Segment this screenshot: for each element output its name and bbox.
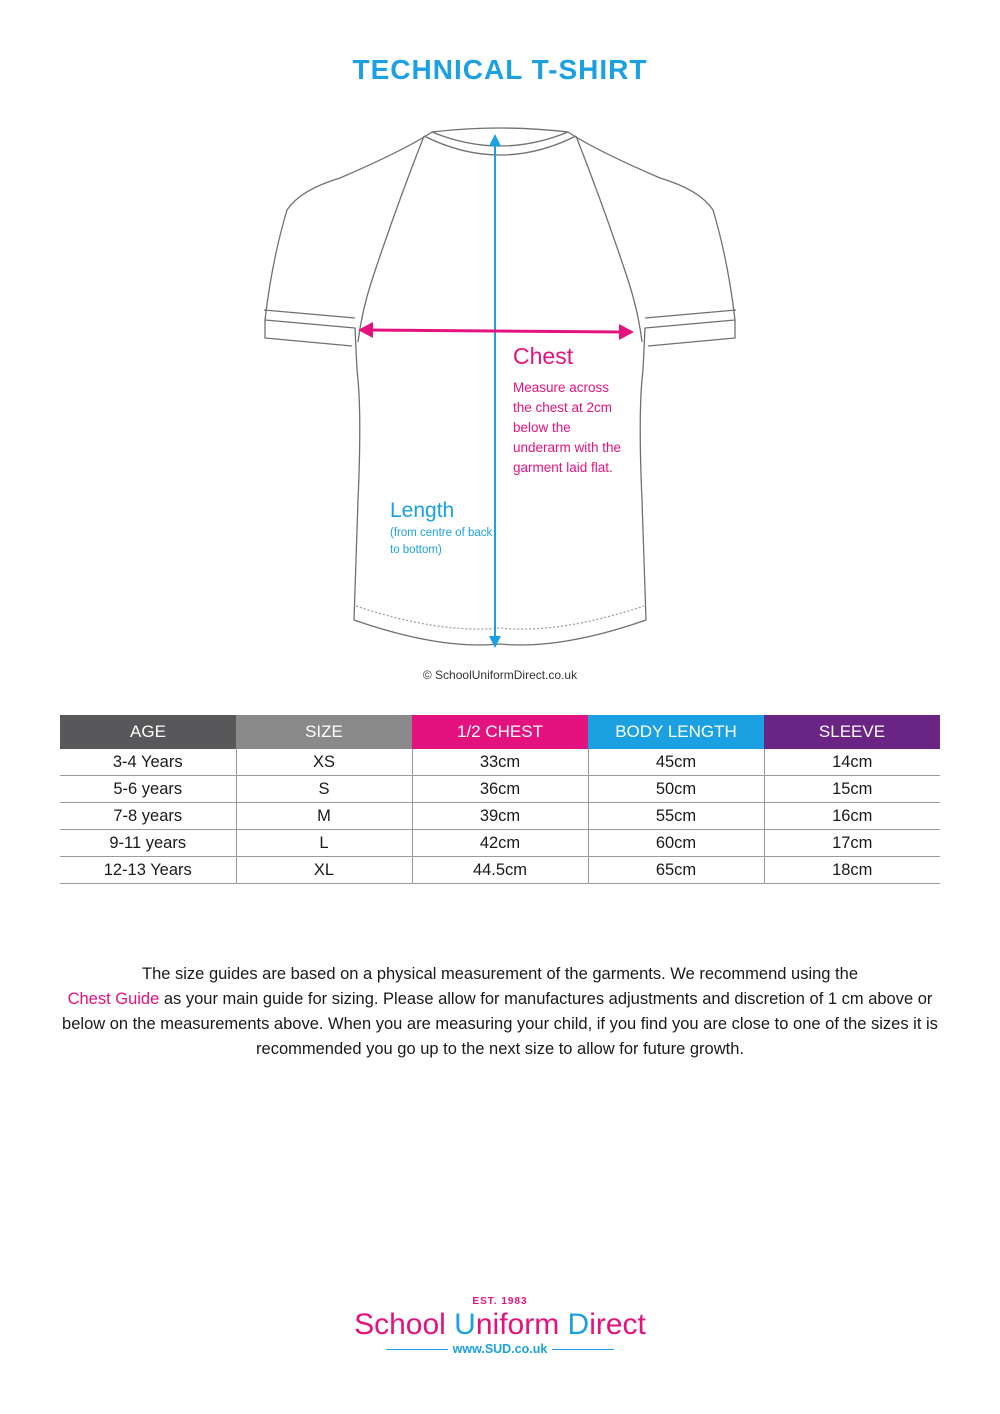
table-row <box>60 749 940 776</box>
guidance-rest: as your main guide for sizing. Please allow for manufactures adjustments and discretion of 1 cm above or below on the measurements above. When you are measuring your child, if you find you are close to one of the sizes it is recommended you go up to the next size to allow for future growth. <box>62 990 938 1058</box>
logo-word-direct: irect <box>589 1308 646 1341</box>
guidance-intro: The size guides are based on a physical measurement of the garments. We recommend using the <box>142 965 858 983</box>
cell-half-chest: 33cm <box>412 749 588 776</box>
cell-body-length: 55cm <box>588 803 764 830</box>
size-table <box>60 715 940 884</box>
header-body-length: BODY LENGTH <box>588 715 764 749</box>
tshirt-diagram <box>0 110 1000 670</box>
sizing-guidance-paragraph <box>60 962 940 1062</box>
school-uniform-direct-logo <box>300 1296 700 1360</box>
cell-sleeve: 14cm <box>764 749 940 776</box>
logo-initial-u: U <box>454 1308 476 1341</box>
cell-size: M <box>236 803 412 830</box>
cell-body-length: 45cm <box>588 749 764 776</box>
cell-sleeve: 16cm <box>764 803 940 830</box>
cell-size: S <box>236 776 412 803</box>
cell-sleeve: 17cm <box>764 830 940 857</box>
cell-body-length: 60cm <box>588 830 764 857</box>
header-sleeve: SLEEVE <box>764 715 940 749</box>
chest-description: Measure across the chest at 2cm below the underarm with the garment laid flat. <box>513 380 622 475</box>
cell-size: L <box>236 830 412 857</box>
header-size: SIZE <box>236 715 412 749</box>
cell-size: XS <box>236 749 412 776</box>
logo-url-row <box>300 1342 700 1356</box>
cell-age: 3-4 Years <box>60 749 236 776</box>
logo-initial-d: D <box>567 1308 590 1341</box>
cell-body-length: 65cm <box>588 857 764 884</box>
logo-url: www.SUD.co.uk <box>452 1342 548 1356</box>
logo-rule-right <box>552 1349 614 1350</box>
logo-word-school: chool <box>374 1308 455 1341</box>
cell-half-chest: 36cm <box>412 776 588 803</box>
copyright-notice: © SchoolUniformDirect.co.uk <box>422 668 578 682</box>
cell-body-length: 50cm <box>588 776 764 803</box>
cell-age: 9-11 years <box>60 830 236 857</box>
cell-half-chest: 42cm <box>412 830 588 857</box>
logo-established-year: EST. 1983 <box>472 1296 528 1307</box>
table-row <box>60 776 940 803</box>
cell-age: 5-6 years <box>60 776 236 803</box>
header-age: AGE <box>60 715 236 749</box>
table-row <box>60 830 940 857</box>
header-half-chest: 1/2 CHEST <box>412 715 588 749</box>
cell-sleeve: 15cm <box>764 776 940 803</box>
page-title: TECHNICAL T-SHIRT <box>352 54 648 85</box>
logo-word-uniform: niform <box>475 1308 568 1341</box>
tshirt-outline-illustration <box>0 110 1000 670</box>
logo-brand-name <box>300 1308 700 1342</box>
logo-initial-s: S <box>354 1308 375 1341</box>
length-arrow <box>489 134 501 648</box>
cell-half-chest: 44.5cm <box>412 857 588 884</box>
cell-size: XL <box>236 857 412 884</box>
cell-age: 12-13 Years <box>60 857 236 884</box>
chest-guide-highlight: Chest Guide <box>67 990 160 1008</box>
chest-label: Chest <box>513 343 574 369</box>
cell-sleeve: 18cm <box>764 857 940 884</box>
length-label: Length <box>390 499 455 522</box>
cell-age: 7-8 years <box>60 803 236 830</box>
length-description: (from centre of back to bottom) <box>390 527 493 556</box>
table-header-row <box>60 715 940 749</box>
table-row <box>60 857 940 884</box>
cell-half-chest: 39cm <box>412 803 588 830</box>
table-row <box>60 803 940 830</box>
